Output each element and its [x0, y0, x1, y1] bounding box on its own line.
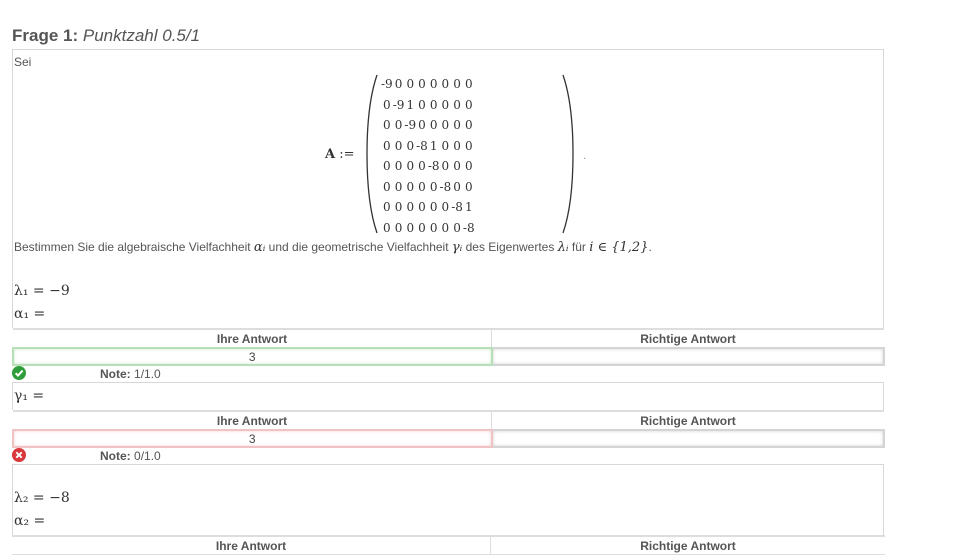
matrix-cell: 0 [383, 159, 391, 174]
matrix-cell: 0 [418, 220, 426, 235]
question-text [14, 240, 652, 255]
matrix-cell: 1 [406, 97, 415, 112]
matrix-name: A [325, 147, 336, 162]
matrix-cell: 0 [429, 77, 438, 92]
matrix-cell: 1 [429, 138, 438, 153]
matrix-row [381, 218, 475, 239]
alpha-symbol: αᵢ [253, 240, 266, 255]
matrix-cell: 0 [406, 200, 415, 215]
note-label: Note: [100, 367, 131, 381]
matrix-row [381, 136, 475, 157]
matrix-cell: 0 [406, 220, 415, 235]
matrix-period: . [583, 148, 587, 162]
matrix-cell: 0 [453, 179, 461, 194]
gamma-symbol: γᵢ [451, 240, 463, 255]
matrix-row [381, 197, 475, 218]
question-text-part: für [568, 240, 590, 254]
matrix-cell: 0 [453, 97, 461, 112]
matrix-cell: 0 [441, 77, 450, 92]
matrix-cell: 0 [464, 97, 473, 112]
matrix-cell: 1 [464, 200, 473, 215]
col-your-answer: Ihre Antwort [13, 411, 492, 430]
question-title [12, 26, 200, 46]
matrix-cell: 0 [394, 200, 403, 215]
col-your-answer: Ihre Antwort [12, 536, 491, 555]
question-text-part: Bestimmen Sie die algebraische Vielfachheit [14, 240, 254, 254]
matrix-cell: 0 [418, 97, 426, 112]
matrix-cell: 0 [406, 77, 415, 92]
gamma1-label: γ₁ = [14, 388, 45, 404]
matrix-cell: 0 [429, 220, 438, 235]
matrix-cell: 0 [464, 179, 473, 194]
matrix-cell: 0 [464, 77, 473, 92]
matrix-row [381, 156, 475, 177]
matrix-cell: -8 [451, 200, 463, 215]
sei-text: Sei [14, 55, 32, 69]
matrix-cell: 0 [441, 118, 450, 133]
grade-note-1 [12, 366, 312, 382]
matrix-cell: -8 [427, 159, 440, 174]
alpha1-label: α₁ = [14, 306, 46, 322]
matrix-cell: 0 [453, 159, 461, 174]
matrix-cell: 0 [418, 77, 426, 92]
matrix-cell: 0 [394, 179, 403, 194]
matrix-cell: 0 [429, 118, 438, 133]
matrix-cell: -9 [404, 118, 417, 133]
assign-symbol: := [335, 147, 355, 162]
grade-note-2 [12, 448, 312, 464]
index-set: i ∈ {1,2} [589, 240, 649, 255]
matrix-cell: 0 [441, 200, 450, 215]
matrix-label [325, 147, 355, 162]
matrix-cell: 0 [406, 179, 415, 194]
matrix-cell: -9 [381, 77, 393, 92]
matrix-cell: 0 [441, 138, 450, 153]
matrix-cell: 0 [418, 159, 426, 174]
matrix-cell: 0 [418, 118, 426, 133]
matrix-cell: 0 [394, 159, 403, 174]
correct-answer-cell [492, 430, 885, 447]
matrix-cell: 0 [406, 138, 415, 153]
right-paren-icon [561, 74, 575, 234]
col-your-answer: Ihre Antwort [13, 329, 492, 348]
matrix-row [381, 95, 475, 116]
matrix-cell: 0 [453, 138, 461, 153]
your-answer-cell: 3 [13, 430, 492, 447]
check-circle-icon [12, 366, 26, 380]
matrix-row [381, 177, 475, 198]
matrix-cell: -8 [439, 179, 452, 194]
matrix-cell: 0 [383, 200, 391, 215]
question-text-part: . [648, 240, 652, 254]
matrix-cell: 0 [383, 118, 391, 133]
matrix-cell: 0 [418, 200, 426, 215]
matrix-grid [381, 74, 475, 238]
left-paren-icon [365, 74, 379, 234]
lambda2-equation: λ₂ = −8 [14, 490, 70, 506]
matrix-cell: 0 [418, 179, 426, 194]
gamma1-box [12, 382, 884, 410]
matrix-cell: -9 [392, 97, 405, 112]
question-text-part: des Eigenwertes [462, 240, 558, 254]
matrix-cell: 0 [453, 77, 461, 92]
matrix-cell: 0 [383, 97, 391, 112]
matrix-cell: 0 [464, 159, 473, 174]
answer-table-alpha1 [12, 328, 885, 366]
matrix-cell: 0 [394, 118, 403, 133]
col-correct-answer: Richtige Antwort [492, 411, 885, 430]
matrix-cell: -8 [416, 138, 428, 153]
matrix-row [381, 74, 475, 95]
matrix-cell: 0 [383, 220, 391, 235]
alpha2-label: α₂ = [14, 513, 46, 529]
matrix-cell: -8 [462, 220, 475, 235]
question-text-part: und die geometrische Vielfachheit [265, 240, 452, 254]
matrix-cell: 0 [406, 159, 415, 174]
matrix-cell: 0 [453, 220, 461, 235]
matrix-cell: 0 [441, 97, 450, 112]
matrix-cell: 0 [429, 200, 438, 215]
answer-table-alpha2 [12, 535, 885, 555]
note-value: 1/1.0 [134, 367, 161, 381]
matrix-row [381, 115, 475, 136]
lambda2-box [12, 464, 884, 537]
lambda-symbol: λᵢ [557, 240, 569, 255]
matrix-cell: 0 [394, 138, 403, 153]
x-circle-icon [12, 448, 26, 462]
matrix-cell: 0 [441, 159, 450, 174]
correct-answer-cell [492, 348, 885, 365]
matrix-cell: 0 [464, 118, 473, 133]
matrix-cell: 0 [453, 118, 461, 133]
col-correct-answer: Richtige Antwort [492, 329, 885, 348]
col-correct-answer: Richtige Antwort [491, 536, 886, 555]
lambda1-equation: λ₁ = −9 [14, 283, 70, 299]
question-label: Frage 1: [12, 26, 79, 45]
note-value: 0/1.0 [134, 449, 161, 463]
matrix-cell: 0 [383, 179, 391, 194]
note-label: Note: [100, 449, 131, 463]
question-statement [12, 49, 884, 328]
matrix-cell: 0 [394, 220, 403, 235]
matrix-cell: 0 [394, 77, 403, 92]
matrix-cell: 0 [429, 179, 438, 194]
matrix-cell: 0 [464, 138, 473, 153]
matrix-cell: 0 [383, 138, 391, 153]
matrix-cell: 0 [429, 97, 438, 112]
answer-table-gamma1 [12, 410, 885, 448]
score-label: Punktzahl 0.5/1 [82, 26, 201, 45]
your-answer-cell: 3 [13, 348, 492, 365]
matrix-cell: 0 [441, 220, 450, 235]
